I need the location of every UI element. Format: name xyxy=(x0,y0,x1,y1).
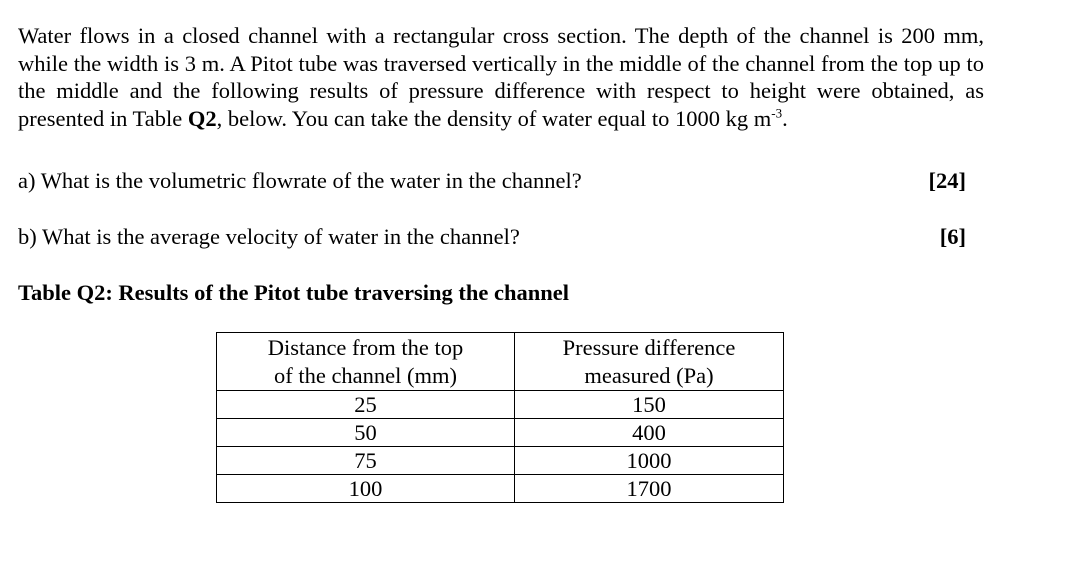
header-distance xyxy=(217,333,515,391)
question-b-marks: [6] xyxy=(939,224,966,249)
cell-pressure: 1000 xyxy=(515,447,784,475)
table-row xyxy=(217,391,784,419)
problem-statement-text-cont: , below. You can take the density of water equal to 1000 kg m xyxy=(216,105,772,131)
results-table xyxy=(216,332,784,503)
cell-distance: 25 xyxy=(217,391,515,419)
header-pressure xyxy=(515,333,784,391)
cell-distance: 50 xyxy=(217,419,515,447)
question-b xyxy=(18,223,966,251)
table-reference: Q2 xyxy=(187,105,217,131)
table-row xyxy=(217,475,784,503)
table-row xyxy=(217,419,784,447)
problem-statement-end: . xyxy=(782,105,788,131)
unit-exponent: -3 xyxy=(771,105,783,120)
table-row xyxy=(217,447,784,475)
table-header-row xyxy=(217,333,784,391)
question-a-marks: [24] xyxy=(928,168,966,193)
header-pressure-line2: measured (Pa) xyxy=(584,362,714,388)
cell-distance: 100 xyxy=(217,475,515,503)
cell-pressure: 150 xyxy=(515,391,784,419)
cell-pressure: 1700 xyxy=(515,475,784,503)
problem-statement xyxy=(18,22,984,132)
problem-statement-text: Water flows in a closed channel with a rectangular cross section. The depth of the channel is 200 mm, while the width is 3 m. A Pitot tube was traversed vertically in the middle of the channel from the top up to the middle and the following results of pressure difference with respect to height were obtained, as presented in Table xyxy=(18,23,984,131)
cell-distance: 75 xyxy=(217,447,515,475)
document-page xyxy=(18,22,984,501)
table-title: Table Q2: Results of the Pitot tube traversing the channel xyxy=(18,280,570,305)
question-a xyxy=(18,167,966,195)
header-distance-line2: of the channel (mm) xyxy=(273,362,458,388)
question-a-text: a) What is the volumetric flowrate of the water in the channel? xyxy=(18,168,582,193)
header-pressure-line1: Pressure difference xyxy=(562,335,736,360)
question-b-text: b) What is the average velocity of water in the channel? xyxy=(18,224,520,249)
cell-pressure: 400 xyxy=(515,419,784,447)
header-distance-line1: Distance from the top xyxy=(267,335,464,360)
